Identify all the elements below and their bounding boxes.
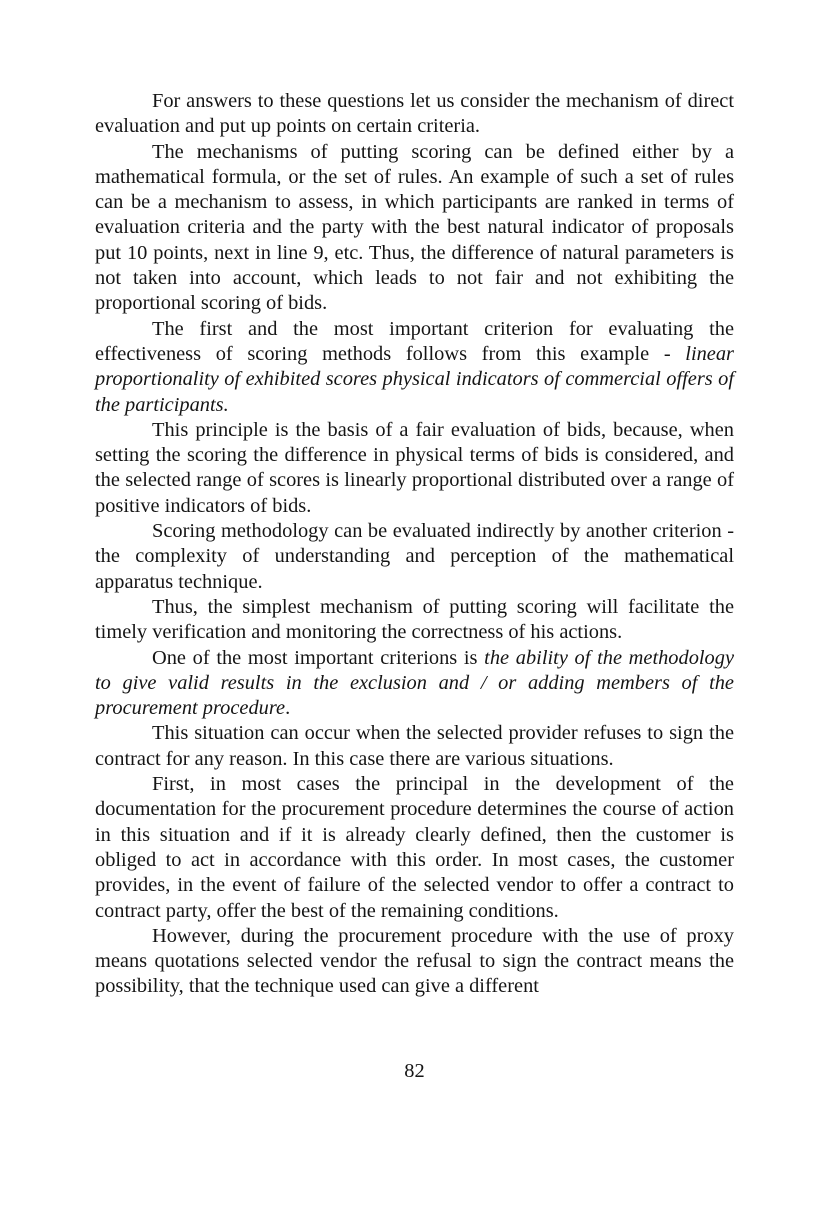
paragraph [95, 721, 734, 772]
paragraph [95, 418, 734, 519]
page-number: 82 [404, 1060, 425, 1082]
paragraph [95, 646, 734, 722]
text-run: . [285, 697, 291, 720]
text-run: Scoring methodology can be evaluated indirectly by another criterion - the complexity of understanding and perception of the mathematical apparatus technique. [95, 520, 734, 593]
italic-text: linear proportionality of exhibited scores physical indicators of commercial offers of the participants. [95, 342, 734, 416]
page-text [95, 89, 734, 1000]
text-run: For answers to these questions let us consider the mechanism of direct evaluation and put up points on certain criteria. [95, 90, 734, 138]
italic-text: the ability of the methodology to give valid results in the exclusion and / or adding members of the procurement procedure [95, 646, 734, 720]
paragraph [95, 519, 734, 595]
paragraph [95, 89, 734, 140]
text-run: The mechanisms of putting scoring can be defined either by a mathematical formula, or the set of rules. An example of such a set of rules can be a mechanism to assess, in which participants are ranked in terms of evaluation criteria and the party with the best natural indicator of proposals put 10 points, next in line 9, etc. Thus, the difference of natural parameters is not taken into account, which leads to not fair and not exhibiting the proportional scoring of bids. [95, 140, 734, 315]
text-run: The first and the most important criterion for evaluating the effectiveness of scoring methods follows from this example - [95, 317, 734, 365]
text-run: Thus, the simplest mechanism of putting scoring will facilitate the timely verification and monitoring the correctness of his actions. [95, 595, 734, 644]
paragraph [95, 140, 734, 317]
text-run: However, during the procurement procedure with the use of proxy means quotations selected vendor the refusal to sign the contract means the possibility, that the technique used can give a different [95, 924, 734, 998]
paragraph [95, 772, 734, 924]
text-run: First, in most cases the principal in the development of the documentation for the procurement procedure determines the course of action in this situation and if it is already clearly defined, then the customer is obliged to act in accordance with this order. In most cases, the customer provides, in the event of failure of the selected vendor to offer a contract to contract party, offer the best of the remaining conditions. [95, 773, 734, 922]
paragraph [95, 317, 734, 418]
paragraph [95, 924, 734, 1000]
paragraph [95, 595, 734, 646]
text-run: This situation can occur when the selected provider refuses to sign the contract for any reason. In this case there are various situations. [95, 722, 734, 770]
text-run: One of the most important criterions is [152, 646, 485, 669]
text-run: This principle is the basis of a fair evaluation of bids, because, when setting the scoring the difference in physical terms of bids is considered, and the selected range of scores is linearly proportional distributed over a range of positive indicators of bids. [95, 418, 734, 517]
